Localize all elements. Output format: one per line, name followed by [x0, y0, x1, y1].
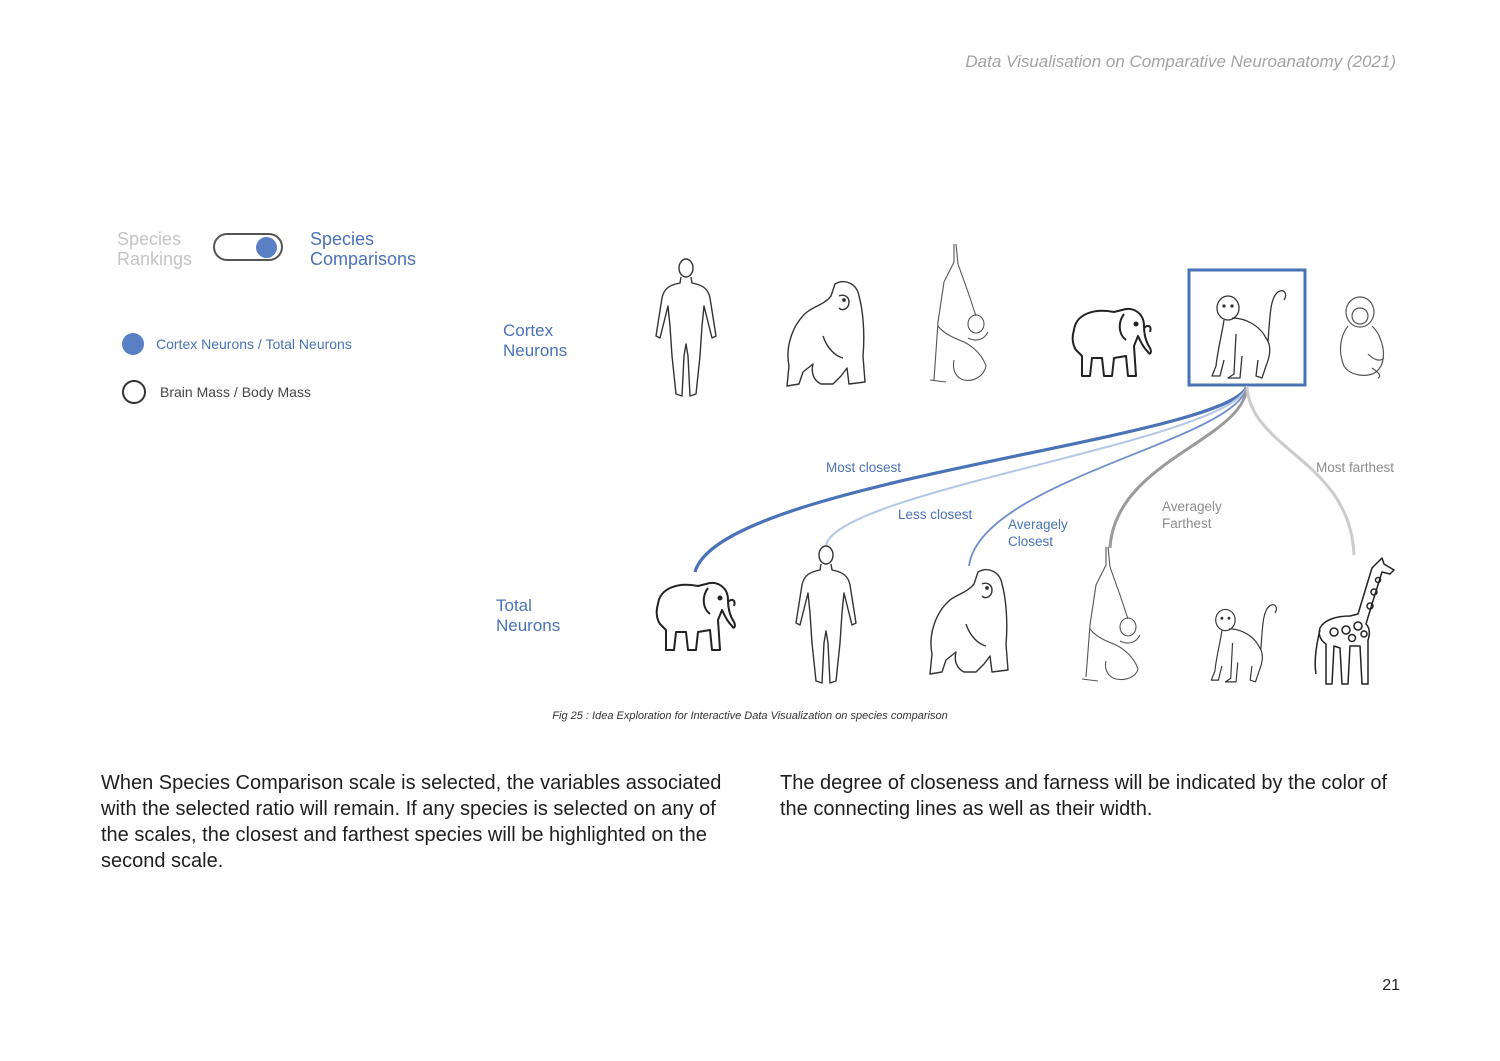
human-total-icon[interactable] [790, 543, 862, 688]
orangutan-icon[interactable] [924, 242, 994, 387]
label-averagely-farthest: Averagely Farthest [1162, 499, 1222, 531]
line-most-closest [695, 386, 1247, 572]
radio-brain-body-mass[interactable]: Brain Mass / Body Mass [122, 380, 311, 404]
label-most-farthest: Most farthest [1316, 460, 1395, 475]
monkey-sitting-icon[interactable] [1332, 294, 1390, 380]
elephant-total-icon[interactable] [648, 574, 740, 654]
gorilla-icon[interactable] [783, 276, 869, 388]
label-most-closest: Most closest [826, 460, 902, 475]
orangutan-total-icon[interactable] [1076, 545, 1146, 690]
body-paragraph-right: The degree of closeness and farness will be indicated by the color of the connecting lines as well as their width. [780, 772, 1388, 820]
radio-cortex-total-neurons[interactable]: Cortex Neurons / Total Neurons [122, 333, 352, 355]
giraffe-icon[interactable] [1310, 554, 1400, 690]
macaque-total-icon[interactable] [1206, 596, 1282, 690]
macaque-selected-icon[interactable] [1206, 286, 1292, 382]
body-paragraph-left: When Species Comparison scale is selected, the variables associated with the selected ratio will remain. If any species is selected on any of the scales, the closest and farthest species will be highlighted on the second scale. [101, 772, 722, 872]
figure-caption: Fig 25 : Idea Exploration for Interactive Data Visualization on species comparison [552, 710, 948, 722]
species-comparisons-label[interactable]: Species Comparisons [310, 229, 417, 269]
gorilla-total-icon[interactable] [926, 564, 1012, 676]
label-averagely-closest: Averagely Closest [1008, 517, 1068, 549]
total-neurons-row-label: Total Neurons [496, 596, 561, 635]
label-less-closest: Less closest [898, 507, 973, 522]
species-rankings-label[interactable]: Species Rankings [117, 229, 193, 269]
running-header: Data Visualisation on Comparative Neuroanatomy (2021) [965, 52, 1396, 71]
elephant-icon[interactable] [1064, 300, 1156, 380]
human-icon[interactable] [650, 256, 722, 401]
cortex-neurons-row-label: Cortex Neurons [503, 321, 568, 360]
page-number: 21 [1382, 977, 1400, 994]
